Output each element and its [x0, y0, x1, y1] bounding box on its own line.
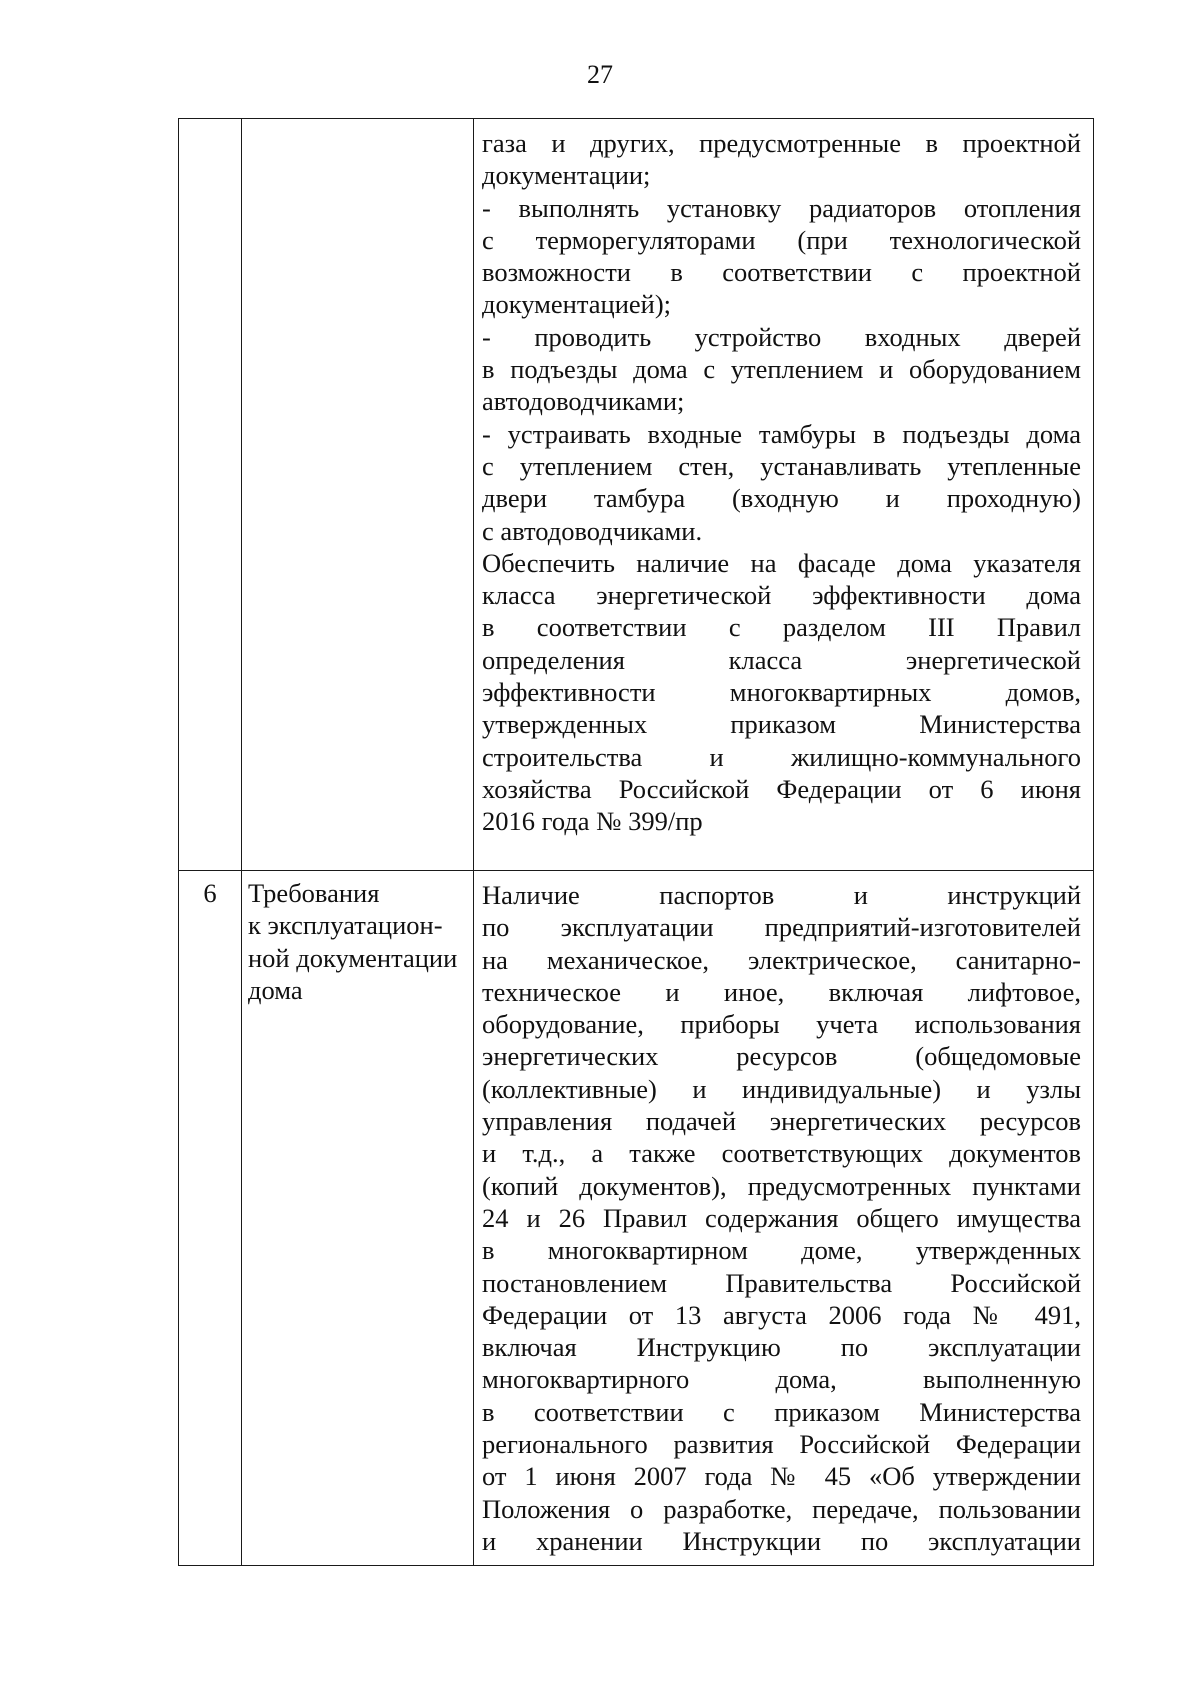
text-line: эффективности многоквартирных домов, [482, 677, 1081, 708]
text-line: строительства и жилищно-коммунального [482, 741, 1081, 772]
table-row [179, 119, 1094, 871]
row-title-cell [242, 871, 474, 1566]
text-line: в подъезды дома с утеплением и оборудованием [482, 354, 1081, 385]
text-line: с терморегуляторами (при технологической [482, 224, 1081, 255]
text-line: определения класса энергетической [482, 644, 1081, 675]
text-line: многоквартирного дома, выполненную [482, 1364, 1081, 1395]
text-line: Наличие паспортов и инструкций [482, 880, 1081, 910]
text-line: в соответствии с приказом Министерства [482, 1396, 1081, 1427]
text-line: с утеплением стен, устанавливать утепленные [482, 450, 1081, 481]
row-number-cell: 6 [179, 871, 242, 1566]
text-line: - выполнять установку радиаторов отопления [482, 192, 1081, 223]
text-line: документации; [482, 160, 651, 191]
row-title-cell [242, 119, 474, 871]
text-line: и хранении Инструкции по эксплуатации [482, 1525, 1081, 1556]
text-line: класса энергетической эффективности дома [482, 580, 1081, 611]
title-line: ной документации [248, 942, 458, 973]
text-line: оборудование, приборы учета использования [482, 1009, 1081, 1040]
text-line: (копий документов), предусмотренных пунктами [482, 1170, 1081, 1201]
text-line: - проводить устройство входных дверей [482, 321, 1081, 352]
text-line: двери тамбура (входную и проходную) [482, 483, 1081, 514]
text-line: включая Инструкцию по эксплуатации [482, 1332, 1081, 1363]
requirements-table [178, 118, 1094, 1566]
row-text-cell [474, 871, 1094, 1566]
text-line: Федерации от 13 августа 2006 года № 491, [482, 1299, 1081, 1330]
text-line: Положения о разработке, передаче, пользовании [482, 1493, 1081, 1524]
text-line: энергетических ресурсов (общедомовые [482, 1041, 1081, 1072]
text-line: в соответствии с разделом III Правил [482, 612, 1081, 643]
text-line: регионального развития Российской Федерации [482, 1429, 1081, 1460]
text-line: хозяйства Российской Федерации от 6 июня [482, 773, 1081, 804]
text-line: (коллективные) и индивидуальные) и узлы [482, 1073, 1081, 1104]
text-line: 24 и 26 Правил содержания общего имущества [482, 1202, 1081, 1233]
text-line: управления подачей энергетических ресурсов [482, 1106, 1081, 1137]
text-line: в многоквартирном доме, утвержденных [482, 1235, 1081, 1266]
text-line: 2016 года № 399/пр [482, 806, 703, 837]
text-line: Обеспечить наличие на фасаде дома указателя [482, 547, 1081, 578]
text-line: автодоводчиками; [482, 386, 685, 417]
page-number: 27 [587, 60, 613, 89]
text-line: техническое и иное, включая лифтовое, [482, 976, 1081, 1007]
text-line: постановлением Правительства Российской [482, 1267, 1081, 1298]
text-line: газа и других, предусмотренные в проектной [482, 128, 1081, 158]
text-line: документацией); [482, 289, 672, 320]
text-line: и т.д., а также соответствующих документов [482, 1138, 1081, 1169]
row-number-cell [179, 119, 242, 871]
text-line: на механическое, электрическое, санитарно- [482, 944, 1081, 975]
title-line: к эксплуатацион- [248, 910, 443, 941]
title-line: Требования [248, 878, 380, 908]
table-row [179, 871, 1094, 1566]
text-line: по эксплуатации предприятий-изготовителей [482, 912, 1081, 943]
text-line: - устраивать входные тамбуры в подъезды дома [482, 418, 1081, 449]
text-line: от 1 июня 2007 года № 45 «Об утверждении [482, 1461, 1081, 1492]
text-line: утвержденных приказом Министерства [482, 709, 1081, 740]
text-line: возможности в соответствии с проектной [482, 257, 1081, 288]
text-line: с автодоводчиками. [482, 515, 703, 546]
title-line: дома [248, 974, 303, 1005]
row-text-cell [474, 119, 1094, 871]
